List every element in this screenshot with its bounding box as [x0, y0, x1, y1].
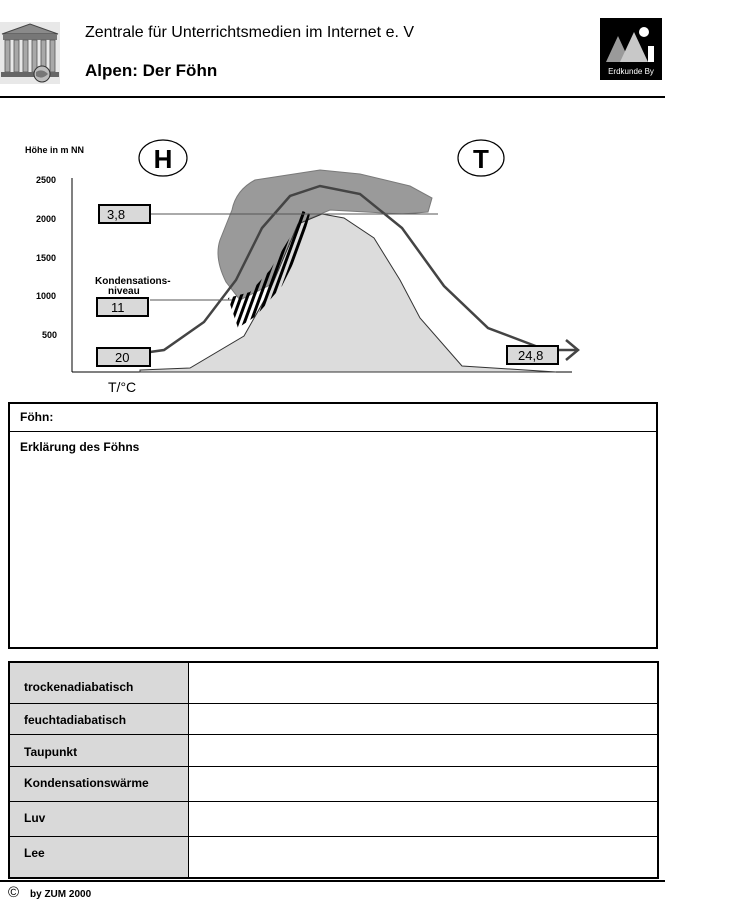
- y-tick-label: 1000: [36, 291, 57, 301]
- term-answer-field[interactable]: [189, 704, 657, 734]
- y-tick-label: 2500: [36, 175, 57, 185]
- copyright-text: by ZUM 2000: [30, 889, 92, 900]
- end-temperature-value: 24,8: [518, 348, 544, 363]
- parthenon-logo-image: [0, 22, 60, 84]
- term-row: [10, 837, 657, 877]
- high-pressure-symbol: H: [153, 144, 173, 174]
- condensation-temperature-value: 11: [111, 300, 125, 315]
- term-row: [10, 704, 657, 735]
- term-row: [10, 802, 657, 837]
- term-label: Taupunkt: [10, 735, 189, 766]
- y-tick-label: 500: [42, 330, 58, 340]
- foehn-heading: Föhn:: [10, 404, 656, 432]
- term-label: feuchtadiabatisch: [10, 704, 189, 734]
- terms-table: [8, 661, 659, 879]
- term-label: trockenadiabatisch: [10, 663, 189, 703]
- term-label: Lee: [10, 837, 189, 877]
- term-label: Kondensationswärme: [10, 767, 189, 801]
- x-axis-label: T/°C: [108, 379, 137, 395]
- copyright-icon: ©: [8, 884, 20, 901]
- summit-temperature-value: 3,8: [107, 207, 126, 222]
- start-temperature-value: 20: [115, 350, 130, 365]
- term-answer-field[interactable]: [189, 767, 657, 801]
- foehn-explanation-box: [8, 402, 658, 649]
- footer-divider: [0, 880, 665, 882]
- mountain: [140, 214, 556, 372]
- y-tick-label: 2000: [36, 214, 57, 224]
- document-title: Alpen: Der Föhn: [85, 61, 218, 80]
- condensation-label: Kondensations-: [95, 276, 171, 287]
- y-axis-label: Höhe in m NN: [25, 145, 85, 155]
- header-divider: [0, 96, 665, 98]
- organization-name: Zentrale für Unterrichtsmedien im Internet e. V: [85, 24, 415, 41]
- y-tick-label: 1500: [36, 253, 57, 263]
- low-pressure-symbol: T: [473, 144, 489, 174]
- foehn-diagram: [0, 130, 600, 402]
- term-label: Luv: [10, 802, 189, 836]
- foehn-subheading: Erklärung des Föhns: [20, 440, 140, 454]
- term-row: [10, 735, 657, 767]
- term-row: [10, 767, 657, 802]
- erdkunde-logo-image: [600, 18, 662, 80]
- term-answer-field[interactable]: [189, 837, 657, 877]
- term-answer-field[interactable]: [189, 663, 657, 703]
- term-answer-field[interactable]: [189, 735, 657, 766]
- erdkunde-logo-text: Erdkunde By: [608, 67, 654, 76]
- term-answer-field[interactable]: [189, 802, 657, 836]
- condensation-label: niveau: [108, 286, 140, 297]
- term-row: [10, 663, 657, 704]
